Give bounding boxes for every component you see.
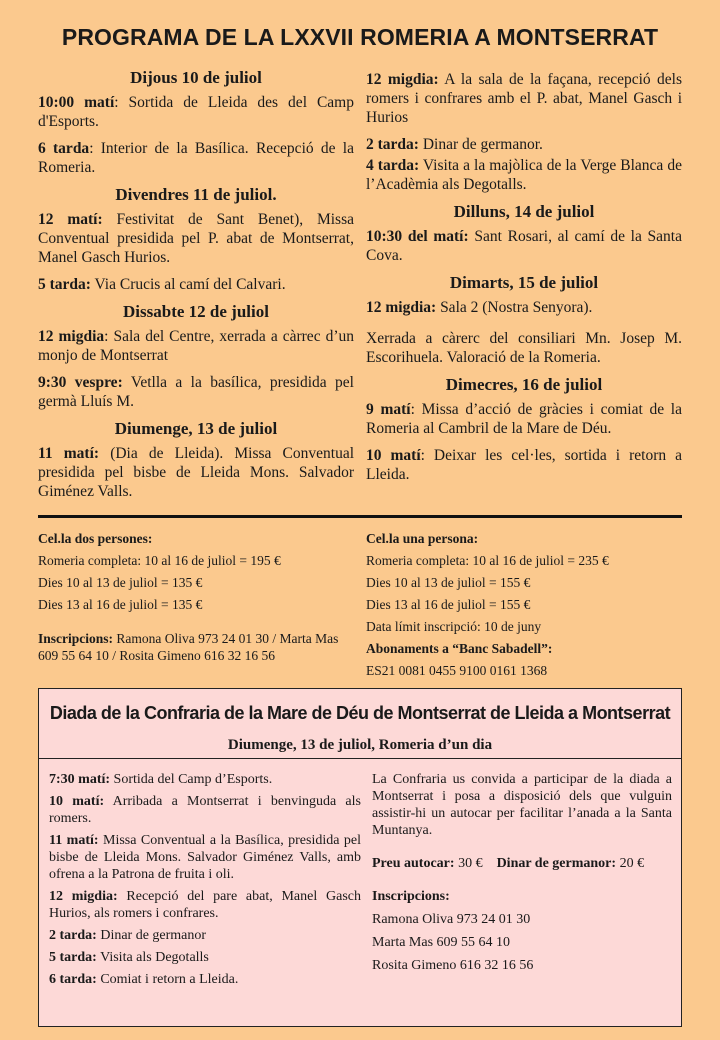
- contact-line: Rosita Gimeno 616 32 16 56: [372, 958, 534, 973]
- one-day-pilgrimage-box: [38, 688, 682, 1027]
- event-text: Visita a la majòlica de la Verge Blanca de l’Acadèmia als Degotalls.: [366, 157, 682, 193]
- box-title: Diada de la Confraria de la Mare de Déu de Montserrat de Lleida a Montserrat: [49, 703, 671, 723]
- event-time: 5 tarda:: [49, 950, 97, 965]
- event-text: (Dia de Lleida). Missa Conventual presidida pel bisbe de Lleida Mons. Salvador Giménez Valls.: [38, 445, 355, 500]
- day-continuation: [366, 70, 682, 194]
- event-item: [38, 373, 354, 411]
- page-title: PROGRAMA DE LA LXXVII ROMERIA A MONTSERRAT: [61, 24, 659, 50]
- event-item: [366, 135, 682, 154]
- day-heading: Dimarts, 15 de juliol: [449, 273, 599, 292]
- event-item: [366, 400, 682, 438]
- box-schedule: [49, 771, 361, 993]
- invitation-text: La Confraria us convida a participar de la diada a Montserrat i posa a disposició dels que vulguin assistir-hi un autocar per facilitar l’anada a la Santa Muntanya.: [372, 772, 672, 838]
- event-item: [49, 949, 361, 966]
- box-divider: [39, 758, 681, 759]
- event-text: Vetlla a la basílica, presidida pel germà Lluís M.: [38, 374, 354, 410]
- bus-price: 30 €: [454, 856, 483, 871]
- registration-label: Inscripcions:: [38, 631, 114, 646]
- day-heading: Dissabte 12 de juliol: [123, 302, 269, 321]
- price-double-room: [38, 528, 358, 664]
- day-block: [366, 273, 682, 367]
- event-time: 10:00 matí: [38, 94, 115, 111]
- program-left-column: [38, 68, 354, 509]
- event-text: : Deixar les cel·les, sortida i retorn a Lleida.: [366, 447, 682, 483]
- event-item: [366, 446, 682, 484]
- event-item: [38, 210, 354, 267]
- price-line: Romeria completa: 10 al 16 de juliol = 195 €: [38, 553, 281, 568]
- event-text: Dinar de germanor: [96, 928, 207, 943]
- event-text: Arribada a Montserrat i benvinguda als romers.: [49, 794, 361, 826]
- event-text: Xerrada a càrerc del consiliari Mn. Josep M. Escorihuela. Valoració de la Romeria.: [366, 330, 682, 366]
- event-time: 12 matí:: [38, 211, 103, 228]
- contact-line: Ramona Oliva 973 24 01 30: [372, 912, 531, 927]
- event-item: [49, 971, 361, 988]
- event-time: 12 migdia:: [366, 299, 437, 316]
- event-time: 6 tarda:: [49, 972, 97, 987]
- box-subtitle: Diumenge, 13 de juliol, Romeria d’un dia: [227, 737, 493, 753]
- day-block: [38, 68, 354, 177]
- program-right-column: [366, 70, 682, 492]
- event-text: Visita als Degotalls: [96, 950, 209, 965]
- payment-heading: Abonaments a “Banc Sabadell”:: [366, 641, 553, 656]
- event-text: Festivitat de Sant Benet), Missa Conventual presidida pel P. abat de Montserrat, Manel Gasch Hurios.: [38, 211, 354, 266]
- event-time: 5 tarda:: [38, 276, 91, 293]
- event-time: 9 matí: [366, 401, 411, 418]
- event-item: [366, 156, 682, 194]
- event-text: Comiat i retorn a Lleida.: [96, 972, 239, 987]
- event-text: : Sortida de Lleida des del Camp d'Esports.: [38, 94, 354, 130]
- price-line: [372, 855, 672, 872]
- price-line: Romeria completa: 10 al 16 de juliol = 235 €: [366, 553, 609, 568]
- day-block: [366, 375, 682, 484]
- day-heading: Diumenge, 13 de juliol: [114, 419, 278, 438]
- event-time: 11 matí:: [49, 833, 99, 848]
- event-time: 7:30 matí:: [49, 772, 111, 787]
- event-time: 9:30 vespre:: [38, 374, 123, 391]
- event-text: Recepció del pare abat, Manel Gasch Hurios, als romers i confrares.: [49, 889, 361, 921]
- event-text: Via Crucis al camí del Calvari.: [90, 276, 286, 293]
- event-item: [366, 70, 682, 127]
- price-single-room: [366, 528, 686, 682]
- price-heading: Cel.la una persona:: [366, 531, 479, 546]
- event-text: Sala 2 (Nostra Senyora).: [436, 299, 593, 316]
- event-time: 12 migdia: [38, 328, 105, 345]
- registration-heading: Inscripcions:: [372, 889, 450, 904]
- day-block: [38, 185, 354, 294]
- event-text: A la sala de la façana, recepció dels romers i confrares amb el P. abat, Manel Gasch i Hurios: [366, 71, 683, 126]
- day-heading: Dilluns, 14 de juliol: [453, 202, 595, 221]
- event-text: Dinar de germanor.: [418, 136, 543, 153]
- price-heading: Cel.la dos persones:: [38, 531, 153, 546]
- price-line: Dies 13 al 16 de juliol = 155 €: [366, 597, 531, 612]
- event-item: [49, 832, 361, 883]
- event-time: 6 tarda: [38, 140, 90, 157]
- bus-price-label: Preu autocar:: [372, 856, 455, 871]
- registration-info: [38, 630, 358, 664]
- event-text: : Interior de la Basílica. Recepció de la Romeria.: [38, 140, 354, 176]
- event-item: [366, 329, 682, 367]
- event-item: [49, 771, 361, 788]
- event-text: Sortida del Camp d’Esports.: [110, 772, 273, 787]
- day-block: [38, 302, 354, 411]
- day-block: [366, 202, 682, 265]
- event-item: [38, 275, 354, 294]
- day-block: [38, 419, 354, 501]
- event-item: [38, 139, 354, 177]
- event-item: [38, 444, 354, 501]
- price-line: Dies 10 al 13 de juliol = 155 €: [366, 575, 531, 590]
- event-item: [366, 298, 682, 317]
- event-time: 4 tarda:: [366, 157, 420, 174]
- event-item: [49, 927, 361, 944]
- section-divider: [38, 515, 682, 518]
- event-text: : Missa d’acció de gràcies i comiat de la Romeria al Cambril de la Mare de Déu.: [366, 401, 682, 437]
- dinner-price-label: Dinar de germanor:: [496, 856, 617, 871]
- event-time: 10 matí: [366, 447, 421, 464]
- box-info: [372, 771, 672, 980]
- day-heading: Dijous 10 de juliol: [130, 68, 262, 87]
- event-item: [366, 227, 682, 265]
- event-time: 2 tarda:: [49, 928, 97, 943]
- event-time: 10 matí:: [49, 794, 105, 809]
- event-item: [49, 793, 361, 827]
- price-line: Dies 13 al 16 de juliol = 135 €: [38, 597, 203, 612]
- event-time: 12 migdia:: [49, 889, 118, 904]
- day-heading: Divendres 11 de juliol.: [115, 185, 277, 204]
- event-item: [38, 93, 354, 131]
- deadline-line: Data límit inscripció: 10 de juny: [366, 619, 542, 634]
- event-text: Missa Conventual a la Basílica, presidida pel bisbe de Lleida Mons. Salvador Giménez Valls, amb ofrena a la Patrona de fruita i oli.: [49, 833, 362, 882]
- event-text: : Sala del Centre, xerrada a càrrec d’un monjo de Montserrat: [38, 328, 354, 364]
- event-time: 11 matí:: [38, 445, 100, 462]
- contact-line: Marta Mas 609 55 64 10: [372, 935, 511, 950]
- event-item: [49, 888, 361, 922]
- dinner-price: 20 €: [616, 856, 645, 871]
- event-text: Sant Rosari, al camí de la Santa Cova.: [366, 228, 682, 264]
- event-time: 12 migdia:: [366, 71, 439, 88]
- event-item: [38, 327, 354, 365]
- registration-contacts: Ramona Oliva 973 24 01 30 / Marta Mas 609 55 64 10 / Rosita Gimeno 616 32 16 56: [38, 631, 339, 663]
- bank-account: ES21 0081 0455 9100 0161 1368: [366, 663, 548, 678]
- event-time: 2 tarda:: [366, 136, 419, 153]
- price-line: Dies 10 al 13 de juliol = 135 €: [38, 575, 203, 590]
- event-time: 10:30 del matí:: [366, 228, 469, 245]
- day-heading: Dimecres, 16 de juliol: [445, 375, 603, 394]
